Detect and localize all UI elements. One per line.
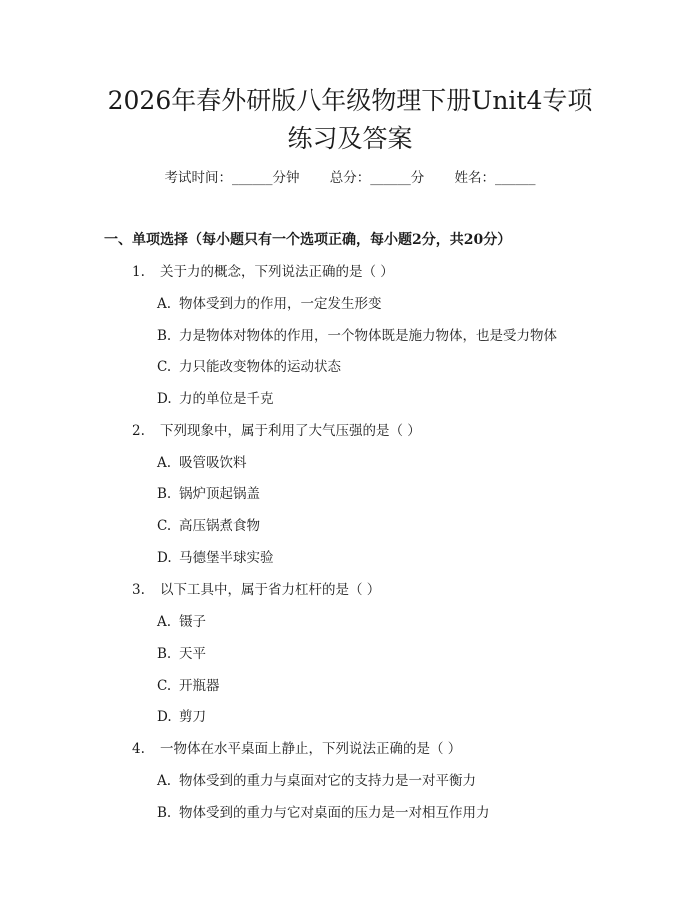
option-letter: C. xyxy=(157,518,172,534)
option-letter: A. xyxy=(157,455,172,471)
question-text: 关于力的概念，下列说法正确的是（ ） xyxy=(160,264,394,280)
question-number: 4. xyxy=(132,741,145,757)
question-2-option-c xyxy=(157,516,260,536)
question-1-option-c xyxy=(157,357,341,377)
option-letter: A. xyxy=(157,296,172,312)
question-1-option-a xyxy=(157,294,382,314)
option-letter: B. xyxy=(157,646,172,662)
option-letter: C. xyxy=(157,678,172,694)
option-letter: B. xyxy=(157,805,172,821)
option-letter: D. xyxy=(157,709,172,725)
title-line-1: 2026年春外研版八年级物理下册Unit4专项 xyxy=(107,86,593,115)
exam-score: 总分：______分 xyxy=(329,170,425,186)
question-1-option-b xyxy=(157,326,557,346)
option-text: 马德堡半球实验 xyxy=(179,550,274,566)
question-number: 3. xyxy=(132,582,145,598)
option-text: 力只能改变物体的运动状态 xyxy=(179,359,341,375)
question-4 xyxy=(132,739,461,759)
option-letter: A. xyxy=(157,614,172,630)
document-title xyxy=(40,82,660,158)
option-text: 天平 xyxy=(179,646,206,662)
question-3-option-a xyxy=(157,612,206,632)
question-number: 2. xyxy=(132,423,145,439)
option-text: 力是物体对物体的作用，一个物体既是施力物体，也是受力物体 xyxy=(179,328,557,344)
option-text: 力的单位是千克 xyxy=(179,391,274,407)
section-heading-single-choice: 一、单项选择（每小题只有一个选项正确，每小题2分，共20分） xyxy=(104,232,512,248)
question-2-option-a xyxy=(157,453,247,473)
question-3-option-d xyxy=(157,707,206,727)
option-text: 物体受到的重力与桌面对它的支持力是一对平衡力 xyxy=(179,773,476,789)
question-3-option-c xyxy=(157,676,220,696)
question-3-option-b xyxy=(157,644,206,664)
question-text: 以下工具中，属于省力杠杆的是（ ） xyxy=(160,582,381,598)
option-text: 锅炉顶起锅盖 xyxy=(179,486,260,502)
question-2-option-d xyxy=(157,548,274,568)
option-text: 剪刀 xyxy=(179,709,206,725)
option-letter: A. xyxy=(157,773,172,789)
question-4-option-a xyxy=(157,771,476,791)
option-letter: B. xyxy=(157,486,172,502)
option-text: 吸管吸饮料 xyxy=(179,455,247,471)
option-text: 高压锅煮食物 xyxy=(179,518,260,534)
option-letter: B. xyxy=(157,328,172,344)
question-2 xyxy=(132,421,421,441)
student-name: 姓名：______ xyxy=(454,170,536,186)
question-4-option-b xyxy=(157,803,490,823)
exam-time: 考试时间：______分钟 xyxy=(164,170,300,186)
question-text: 下列现象中，属于利用了大气压强的是（ ） xyxy=(160,423,421,439)
exam-info xyxy=(0,168,700,188)
option-text: 镊子 xyxy=(179,614,206,630)
question-3 xyxy=(132,580,380,600)
option-text: 开瓶器 xyxy=(179,678,220,694)
question-number: 1. xyxy=(132,264,145,280)
option-letter: D. xyxy=(157,391,172,407)
question-2-option-b xyxy=(157,484,260,504)
option-text: 物体受到力的作用，一定发生形变 xyxy=(179,296,382,312)
question-text: 一物体在水平桌面上静止，下列说法正确的是（ ） xyxy=(160,741,462,757)
option-letter: D. xyxy=(157,550,172,566)
option-text: 物体受到的重力与它对桌面的压力是一对相互作用力 xyxy=(179,805,490,821)
question-1-option-d xyxy=(157,389,274,409)
question-1 xyxy=(132,262,394,282)
option-letter: C. xyxy=(157,359,172,375)
title-line-2: 练习及答案 xyxy=(287,124,413,153)
